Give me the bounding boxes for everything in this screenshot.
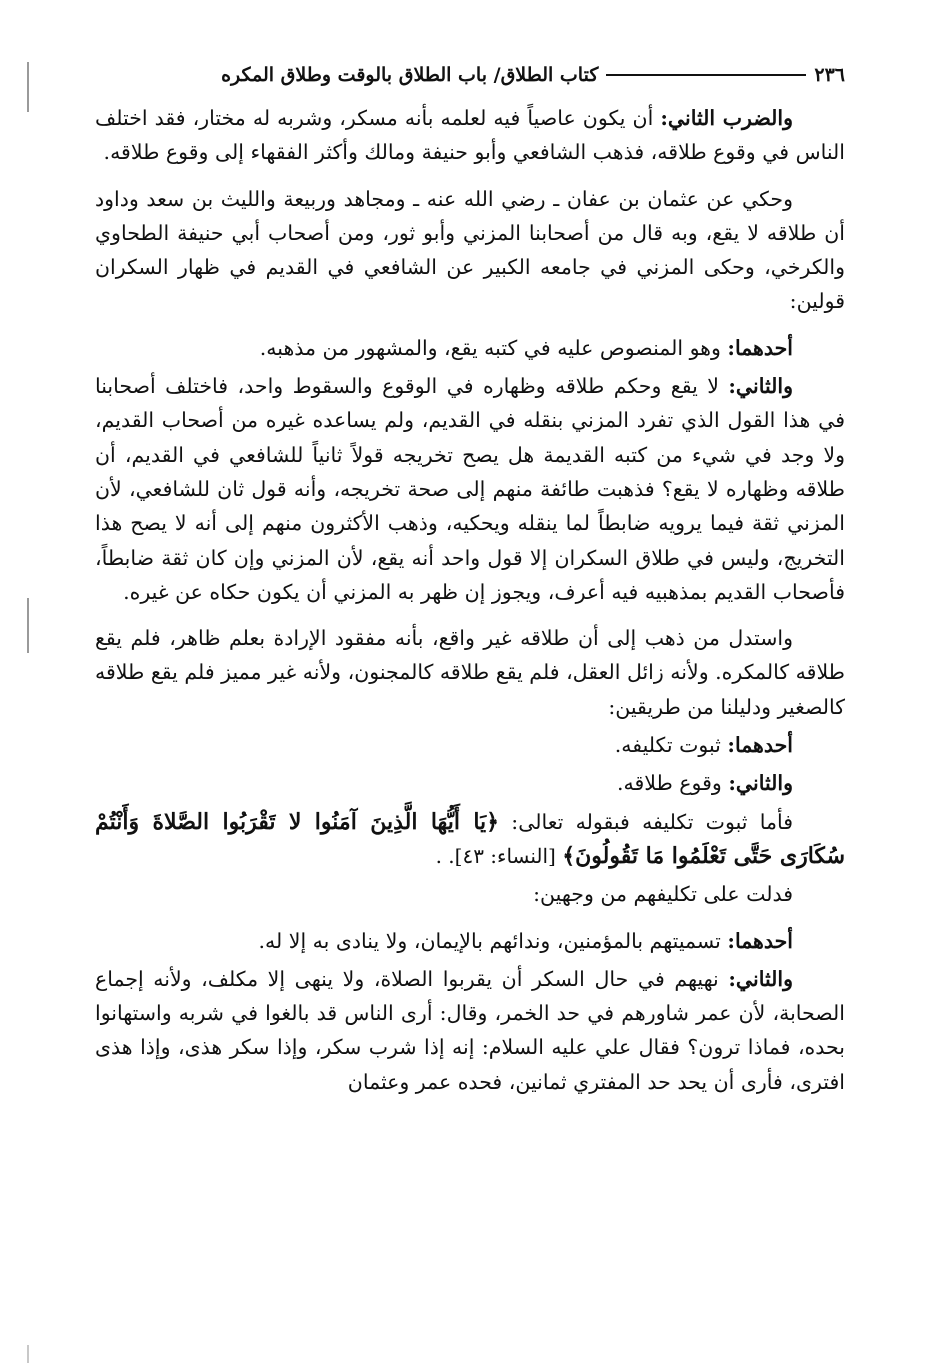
scan-edge-mark (27, 1345, 29, 1363)
paragraph-text: أن يكون عاصياً فيه لعلمه بأنه مسكر، وشربه له مختار، فقد اختلف الناس في وقوع طلاقه، فذهب الشافعي وأبو حنيفة ومالك وأكثر الفقهاء إلى وقوع طلاقه. (95, 106, 845, 165)
paragraph-text: لا يقع وحكم طلاقه وظهاره في الوقوع والسقوط واحد، فاختلف أصحابنا في هذا القول الذي تفرد المزني بنقله في القديم، ولم يساعده غيره من أصحاب القديم، ولا وجد في شيء من كتبه القديمة هل يصح تخريجه قولاً ثانياً للشافعي في القديم، أن طلاقه وظهاره لا يقع؟ فذهبت طائفة منهم إلى صحة تخريجه، وأنه قول ثان للشافعي، لأن المزني ثقة فيما يرويه ضابطاً لما ينقله ويحكيه، وذهب الأكثرون منهم إلى أنه لا يصح هذا التخريج، وليس في طلاق السكران إلا قول واحد أنه يقع، لأن المزني وإن كان ثقة ضابطاً، فأصحاب القديم بمذهبيه فيه أعرف، ويجوز إن ظهر به المزني أن يكون حكاه عن غيره. (95, 374, 845, 604)
verse-reference: [النساء: ٤٣]. . (435, 843, 563, 868)
paragraph-term: أحدهما: (727, 733, 793, 758)
paragraph (95, 331, 845, 365)
paragraph-term: والثاني: (728, 771, 793, 796)
header-rule (606, 74, 806, 76)
paragraph-term: والضرب الثاني: (660, 106, 793, 130)
paragraph: واستدل من ذهب إلى أن طلاقه غير واقع، بأنه مفقود الإرادة بعلم ظاهر، فلم يقع طلاقه كالمكره. ولأنه زائل العقل، فلم يقع طلاقه كالمجنون، ولأنه غير مميز فلم يقع طلاقه كالصغير ودليلنا من طريقين: (95, 626, 845, 719)
paragraph-term: والثاني: (728, 966, 793, 991)
page-header (95, 62, 845, 88)
paragraph-text: فأما ثبوت تكليفه فبقوله تعالى: (499, 809, 793, 834)
paragraph-term: والثاني: (728, 374, 793, 399)
paragraph-term: أحدهما: (727, 928, 793, 953)
main-text (95, 101, 845, 1099)
paragraph-text: نهيهم في حال السكر أن يقربوا الصلاة، ولا ينهى إلا مكلف، ولأنه إجماع الصحابة، لأن عمر شاورهم في حد الخمر، وقال: أرى الناس قد بالغوا في شربه واستهانوا بحده، فماذا ترون؟ فقال علي عليه السلام: إنه إذا شرب سكر، وإذا سكر هذى، وإذا هذى افترى، فأرى أن يحد حد المفتري ثمانين، فحده عمر وعثمان (95, 966, 845, 1094)
quran-verse: ﴿يَا أَيُّهَا الَّذِينَ آمَنُوا لا تَقْرَبُوا الصَّلاةَ وَأَنْتُمْ سُكَارَى حَتَّى تَعْلَمُوا مَا تَقُولُونَ﴾ (95, 808, 845, 869)
paragraph (95, 766, 845, 800)
paragraph: فدلت على تكليفهم من وجهين: (533, 882, 793, 907)
paragraph-text: ثبوت تكليفه. (614, 733, 728, 758)
paragraph-text: تسميتهم بالمؤمنين، وندائهم بالإيمان، ولا ينادى به إلا له. (258, 928, 728, 953)
page-number: ٢٣٦ (814, 64, 845, 86)
paragraph (95, 101, 845, 170)
paragraph (95, 924, 845, 958)
paragraph-term: أحدهما: (727, 335, 793, 360)
scan-edge-mark (27, 598, 29, 653)
paragraph (95, 962, 845, 1099)
paragraph (95, 805, 845, 874)
paragraph (95, 369, 845, 609)
paragraph-text: وقوع طلاقه. (616, 771, 729, 796)
scan-edge-mark (27, 62, 29, 112)
paragraph: وحكي عن عثمان بن عفان ـ رضي الله عنه ـ ومجاهد وربيعة والليث بن سعد وداود أن طلاقه لا يقع، وبه قال من أصحابنا المزني وأبو ثور، ومن أصحاب أبي حنيفة الطحاوي والكرخي، وحكى المزني في جامعه الكبير عن الشافعي في القديم في ظهار السكران قولين: (95, 186, 845, 314)
paragraph-text: وهو المنصوص عليه في كتبه يقع، والمشهور من مذهبه. (259, 335, 728, 360)
running-title: كتاب الطلاق/ باب الطلاق بالوقت وطلاق المكره (221, 64, 599, 86)
paragraph (95, 728, 845, 762)
